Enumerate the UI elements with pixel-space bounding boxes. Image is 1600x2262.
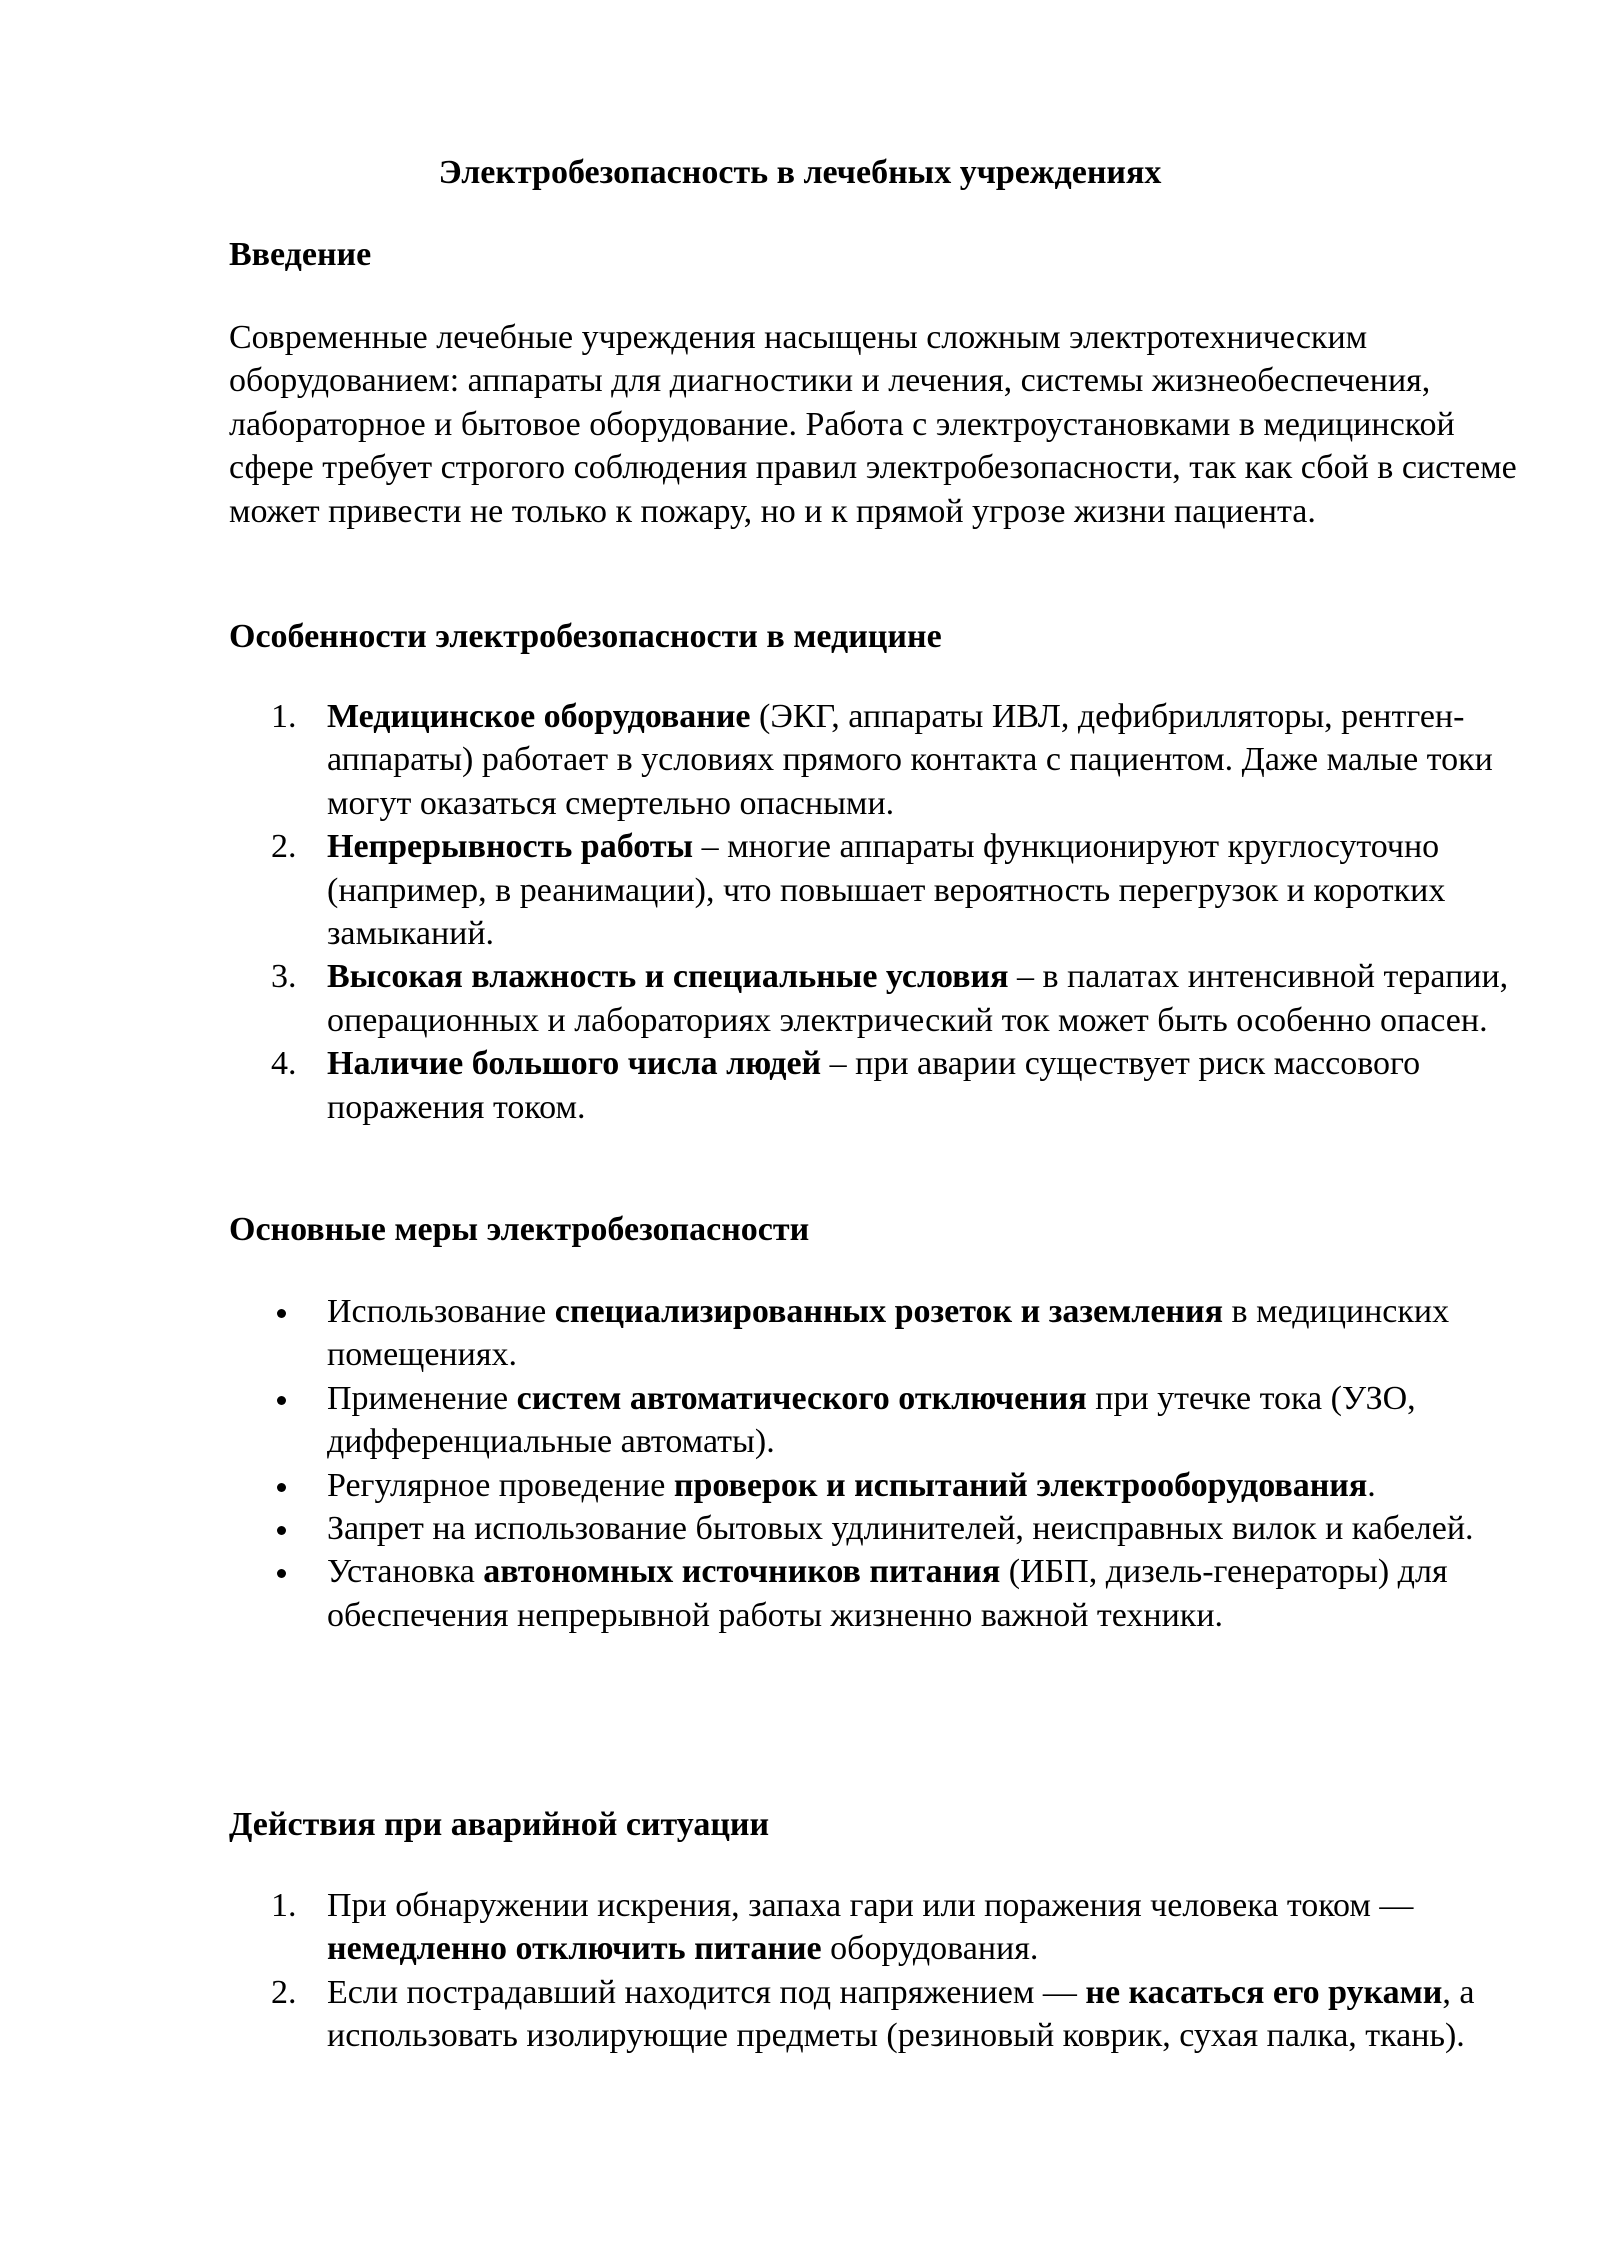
item-bold-text: немедленно отключить питание (327, 1930, 822, 1968)
emergency-heading: Действия при аварийной ситуации (229, 1806, 770, 1843)
item-text: оборудования. (821, 1930, 1039, 1968)
item-text: (ИБП, дизель-генераторы) для обеспечения непрерывной работы жизненно важной техники. (327, 1553, 1448, 1634)
bullet-icon (277, 1396, 286, 1405)
list-item (229, 1290, 1529, 1377)
item-text: Если пострадавший находится под напряжением — (327, 1973, 1086, 2011)
item-text: – при аварии существует риск массового поражения током. (327, 1045, 1421, 1126)
item-bold-text: систем автоматического отключения (516, 1379, 1087, 1417)
list-item (229, 1464, 1529, 1507)
list-item (229, 1507, 1529, 1550)
list-number: 4. (271, 1045, 297, 1083)
bullet-icon (277, 1526, 286, 1535)
item-text: в медицинских помещениях. (327, 1293, 1450, 1374)
list-number: 1. (271, 1887, 297, 1924)
item-bold-text: автономных источников питания (483, 1553, 1001, 1591)
list-number: 3. (271, 958, 297, 996)
features-heading: Особенности электробезопасности в медицине (229, 618, 942, 655)
item-text: – многие аппараты функционируют круглосуточно (например, в реанимации), что повышает вероятность перегрузок и коротких замыканий. (327, 828, 1446, 953)
item-text: При обнаружении искрения, запаха гари или поражения человека током — (327, 1887, 1414, 1924)
item-text: , а использовать изолирующие предметы (резиновый коврик, сухая палка, ткань). (327, 1973, 1475, 2055)
list-number: 2. (271, 1973, 297, 2011)
item-bold-text: Медицинское оборудование (327, 698, 751, 735)
item-text: Установка (327, 1553, 484, 1591)
features-list (229, 695, 1529, 1129)
item-text: при утечке тока (УЗО, дифференциальные автоматы). (327, 1379, 1416, 1461)
item-text: (ЭКГ, аппараты ИВЛ, дефибрилляторы, рентген-аппараты) работает в условиях прямого контакта с пациентом. Даже малые токи могут оказаться смертельно опасными. (327, 698, 1493, 822)
bullet-icon (277, 1309, 286, 1318)
item-bold-text: Непрерывность работы (327, 828, 694, 866)
measures-list (229, 1290, 1529, 1637)
measures-heading: Основные меры электробезопасности (229, 1211, 810, 1248)
item-text: – в палатах интенсивной терапии, операционных и лабораториях электрический ток может быть особенно опасен. (327, 958, 1509, 1039)
document-title: Электробезопасность в лечебных учреждениях (438, 154, 1162, 191)
item-text: . (1367, 1466, 1376, 1504)
list-item (229, 1042, 1529, 1129)
bullet-icon (277, 1483, 286, 1492)
list-item (229, 955, 1529, 1042)
item-bold-text: не касаться его руками (1085, 1973, 1443, 2011)
list-item (229, 695, 1529, 825)
item-bold-text: Высокая влажность и специальные условия (327, 958, 1009, 996)
item-bold-text: Наличие большого числа людей (327, 1045, 822, 1083)
intro-heading: Введение (229, 236, 372, 273)
list-item (229, 825, 1529, 955)
item-text: Регулярное проведение (327, 1466, 674, 1504)
item-text: Запрет на использование бытовых удлинителей, неисправных вилок и кабелей. (327, 1510, 1474, 1548)
item-bold-text: специализированных розеток и заземления (554, 1293, 1224, 1330)
list-item (229, 1377, 1529, 1464)
list-number: 1. (271, 698, 297, 735)
bullet-icon (277, 1569, 286, 1578)
item-bold-text: проверок и испытаний электрооборудования (673, 1466, 1368, 1504)
list-item (229, 1550, 1529, 1637)
list-number: 2. (271, 828, 297, 866)
item-text: Применение (327, 1379, 517, 1417)
list-item (229, 1884, 1529, 1971)
emergency-list (229, 1884, 1529, 2058)
item-text: Использование (327, 1293, 555, 1330)
intro-paragraph: Современные лечебные учреждения насыщены сложным электротехническим оборудованием: аппараты для диагностики и лечения, системы жизнеобеспечения, лабораторное и бытовое оборудование. Работа с электроустановками в медицинской сфере требует строгого соблюдения правил электробезопасности, так как сбой в системе может привести не только к пожару, но и к прямой угрозе жизни пациента. (229, 319, 1517, 530)
list-item (229, 1971, 1529, 2058)
